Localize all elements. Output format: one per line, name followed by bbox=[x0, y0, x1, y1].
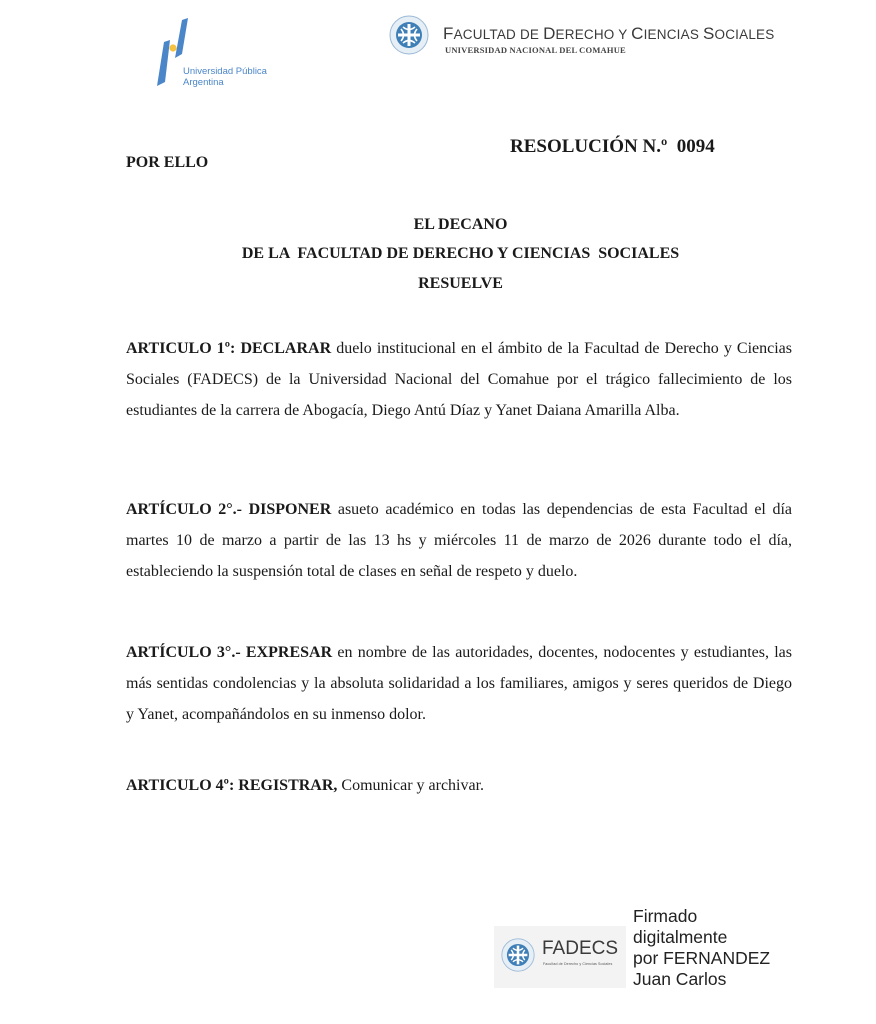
resolution-number: RESOLUCIÓN N.º 0094 bbox=[510, 136, 715, 157]
signature-line: por FERNANDEZ bbox=[633, 948, 771, 968]
faculty-title-part: SOCIALES bbox=[702, 24, 775, 43]
faculty-title-part: DERECHO Y bbox=[543, 24, 632, 43]
article-4 bbox=[126, 770, 792, 801]
fadecs-seal-icon bbox=[501, 938, 535, 972]
article-text: Comunicar y archivar. bbox=[337, 777, 485, 794]
article-text: en nombre de las autoridades, docentes, nodocentes y estudiantes, las más sentidas condolencias y la absoluta solidaridad a los familiares, amigos y seres queridos de Diego y Yanet, acompañándolos en su inmenso dolor. bbox=[126, 644, 792, 723]
article-label: ARTICULO 4º: REGISTRAR, bbox=[126, 777, 338, 794]
article-label: ARTÍCULO 3°.- EXPRESAR bbox=[126, 644, 333, 661]
fadecs-logo-subtext: Facultad de Derecho y Ciencias Sociales bbox=[543, 962, 613, 966]
heading-resuelve: RESUELVE bbox=[418, 275, 503, 292]
fadecs-logo-text: FADECS bbox=[542, 938, 619, 959]
university-subtitle: UNIVERSIDAD NACIONAL DEL COMAHUE bbox=[445, 45, 626, 55]
heading-facultad: DE LA FACULTAD DE DERECHO Y CIENCIAS SOCIALES bbox=[241, 245, 680, 262]
logo-line-1: Universidad Pública bbox=[183, 66, 267, 77]
article-3 bbox=[126, 637, 792, 730]
comahue-seal-icon bbox=[389, 15, 429, 55]
heading-decano: EL DECANO bbox=[413, 216, 508, 233]
article-label: ARTICULO 1º: DECLARAR bbox=[126, 340, 332, 357]
faculty-title-part: CIENCIAS bbox=[631, 24, 703, 43]
signature-line: Firmado bbox=[633, 906, 698, 926]
signature-line: digitalmente bbox=[633, 927, 728, 947]
faculty-title bbox=[443, 24, 774, 44]
universidad-publica-argentina-label bbox=[183, 66, 267, 88]
article-text: duelo institucional en el ámbito de la Facultad de Derecho y Ciencias Sociales (FADECS) de la Universidad Nacional del Comahue por el trágico fallecimiento de los estudiantes de la carrera de Abogacía, Diego Antú Díaz y Yanet Daiana Amarilla Alba. bbox=[126, 340, 793, 419]
signature-line: Juan Carlos bbox=[633, 969, 727, 989]
por-ello-label: POR ELLO bbox=[126, 154, 209, 171]
digital-signature-text bbox=[633, 906, 770, 990]
article-1 bbox=[126, 333, 792, 426]
logo-line-2: Argentina bbox=[183, 77, 224, 88]
article-2 bbox=[126, 494, 792, 587]
faculty-title-part: FACULTAD DE bbox=[443, 24, 544, 43]
article-label: ARTÍCULO 2°.- DISPONER bbox=[126, 501, 332, 518]
article-text: asueto académico en todas las dependencias de esta Facultad el día martes 10 de marzo a partir de las 13 hs y miércoles 11 de marzo de 2026 durante todo el día, estableciendo la suspensión total de clases en señal de respeto y duelo. bbox=[126, 501, 793, 580]
